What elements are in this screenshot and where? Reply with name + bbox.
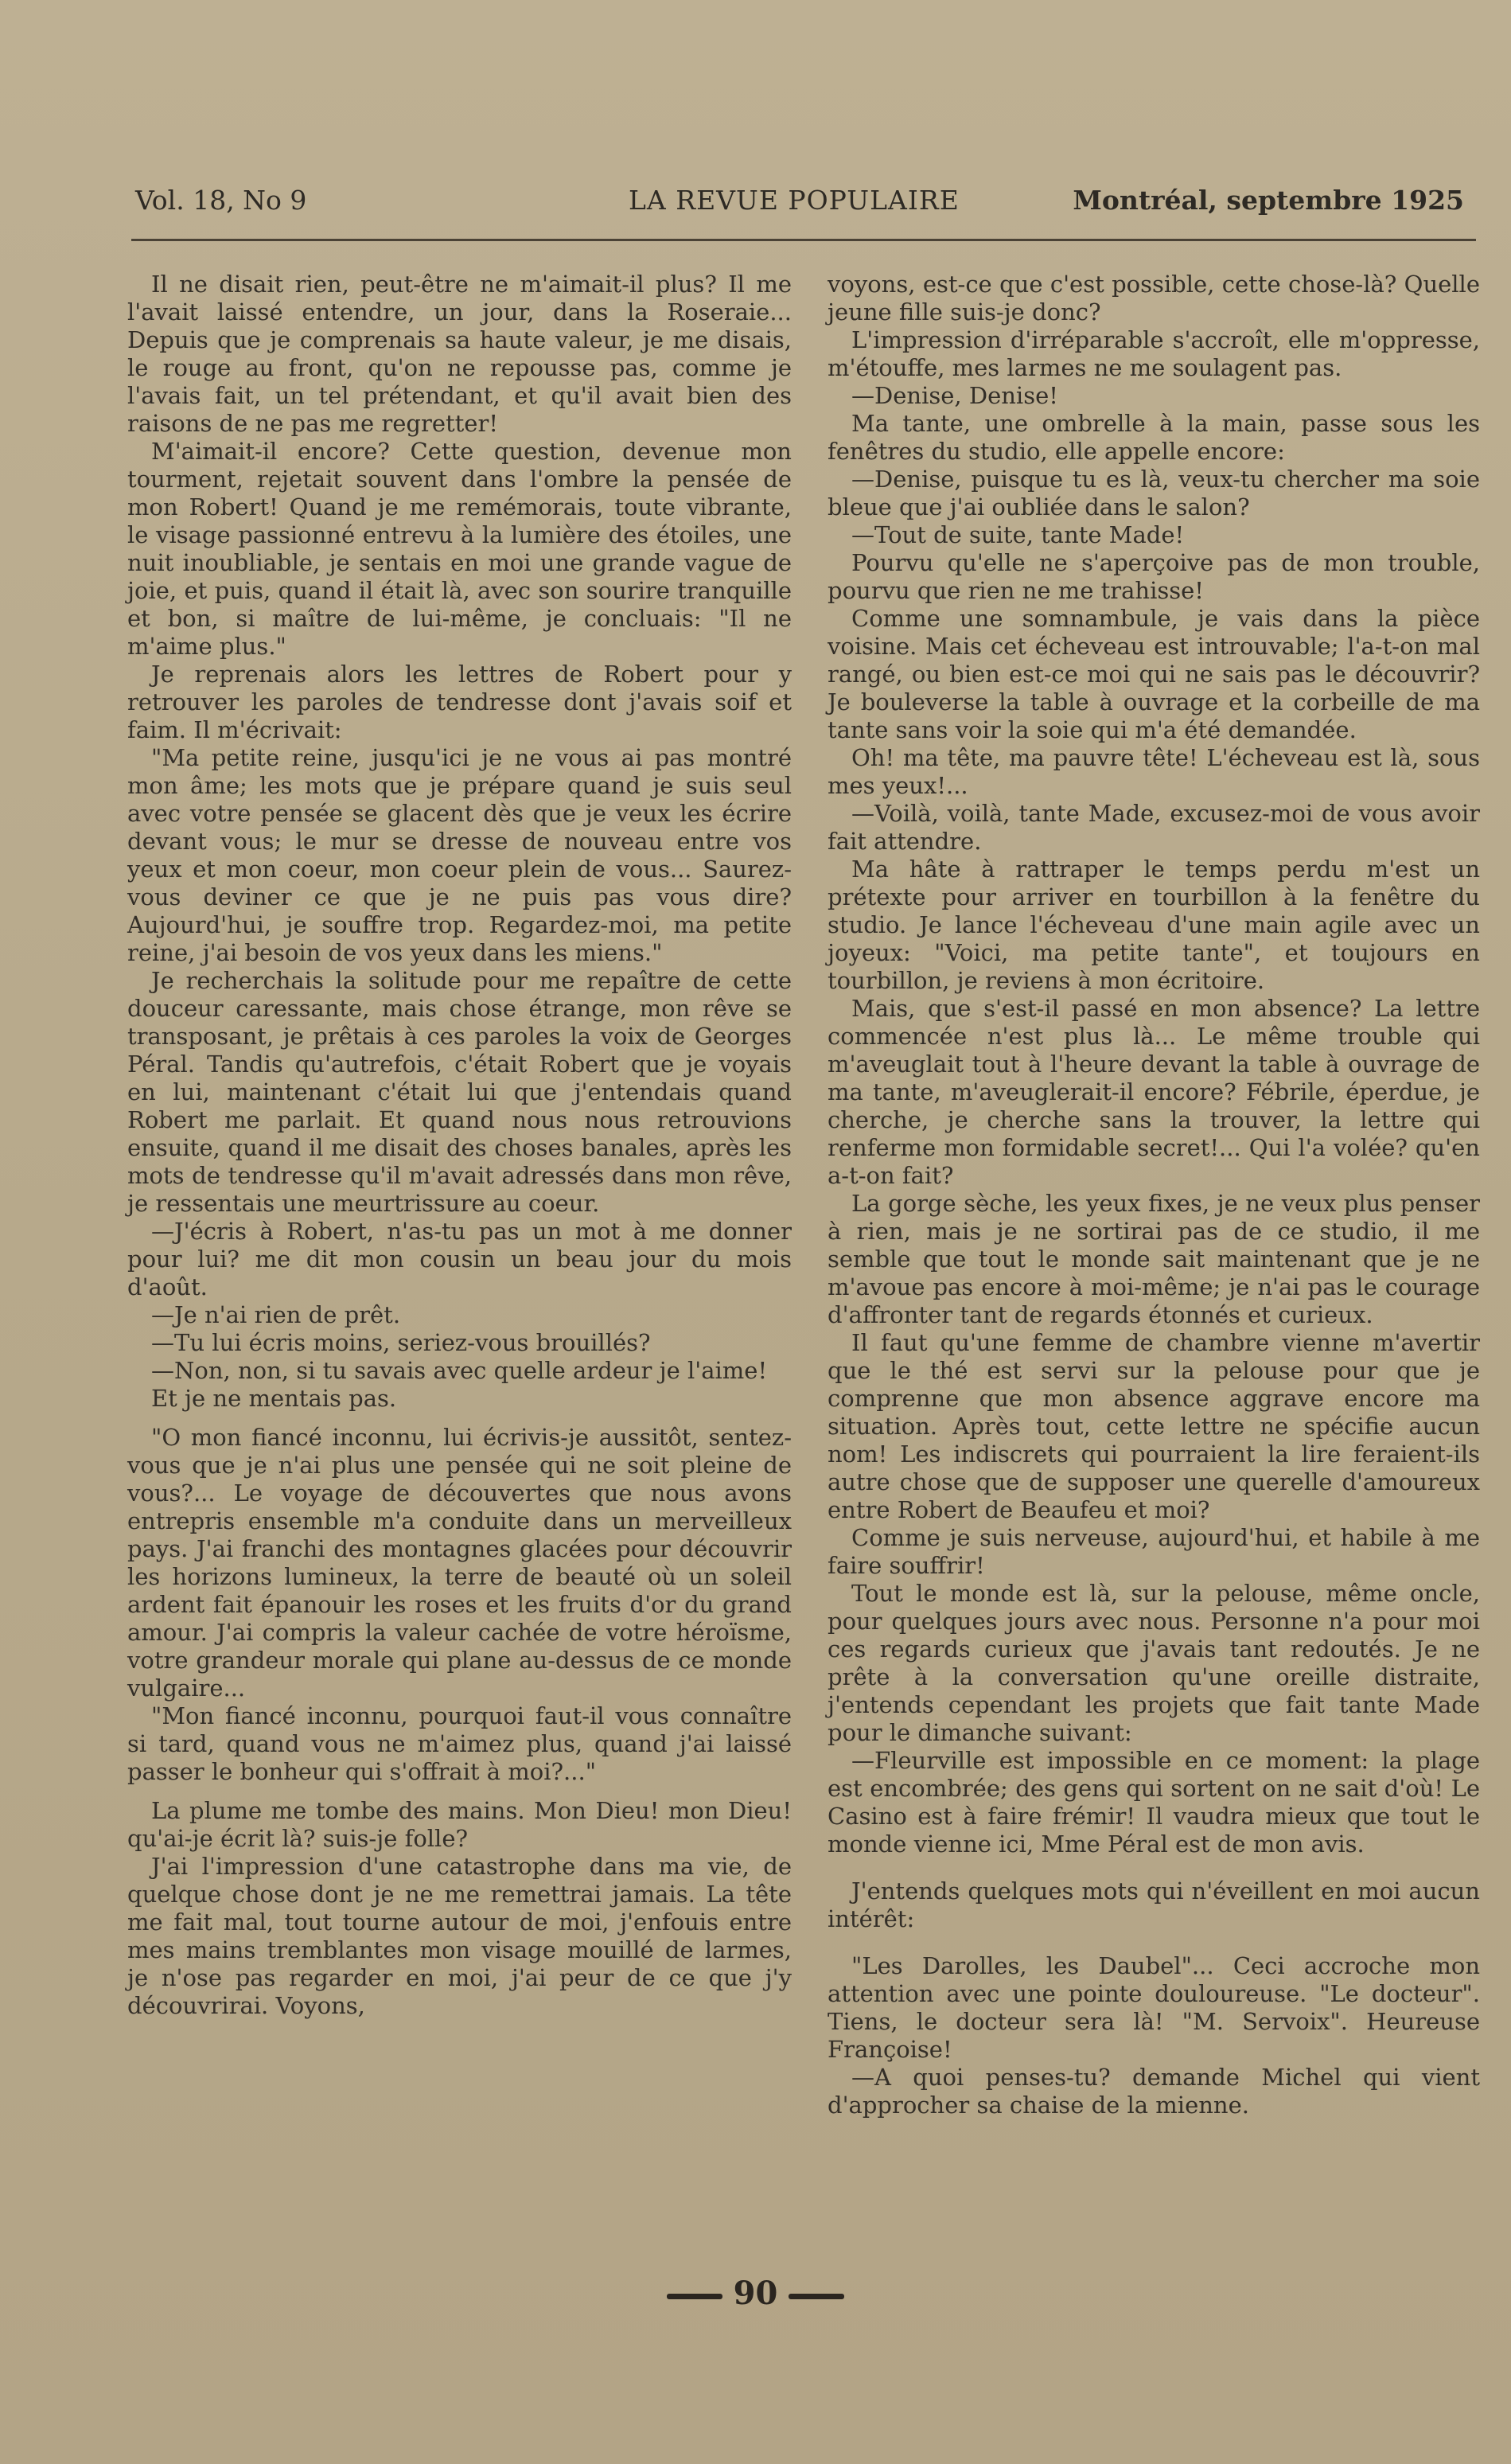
paragraph: —Je n'ai rien de prêt. [151, 1301, 401, 1328]
paragraph: voyons, est-ce que c'est possible, cette chose-là? Quelle jeune fille suis-je donc? [828, 271, 1480, 326]
paragraph: —A quoi penses-tu? demande Michel qui vient d'approcher sa chaise de la mienne. [828, 2064, 1480, 2119]
paragraph: —Non, non, si tu savais avec quelle ardeur je l'aime! [151, 1357, 768, 1384]
left-column [127, 271, 792, 2020]
paragraph: J'entends quelques mots qui n'éveillent en moi aucun intérêt: [828, 1877, 1480, 1932]
paragraph: Je recherchais la solitude pour me repaître de cette douceur caressante, mais chose étrange, mon rêve se transposant, je prêtais à ces paroles la voix de Georges Péral. Tandis qu'autrefois, c'était Robert que je voyais en lui, maintenant c'était lui que j'entendais quand Robert me parlait. Et quand nous nous retrouvions ensuite, quand il me disait des choses banales, après les mots de tendresse qu'il m'avait adressés dans mon rêve, je ressentais une meurtrissure au coeur. [127, 967, 792, 1217]
paragraph: —Voilà, voilà, tante Made, excusez-moi de vous avoir fait attendre. [828, 800, 1480, 855]
folio-dash-right [789, 2294, 844, 2299]
paragraph: Il faut qu'une femme de chambre vienne m'avertir que le thé est servi sur la pelouse pour que je comprenne que mon absence aggrave encore ma situation. Après tout, cette lettre ne spécifie aucun nom! Les indiscrets qui pourraient la lire feraient-ils autre chose que de supposer une querelle d'amoureux entre Robert de Beaufeu et moi? [828, 1329, 1480, 1523]
page-number-text: 90 [733, 2275, 778, 2312]
paragraph: M'aimait-il encore? Cette question, devenue mon tourment, rejetait souvent dans l'ombre la pensée de mon Robert! Quand je me remémorais, toute vibrante, le visage passionné entrevu à la lumière des étoiles, une nuit inoubliable, je sentais en moi une grande vague de joie, et puis, quand il était là, avec son sourire tranquille et bon, si maître de lui-même, je concluais: "Il ne m'aime plus." [127, 438, 792, 660]
paragraph: "O mon fiancé inconnu, lui écrivis-je aussitôt, sentez-vous que je n'ai plus une pensée qui ne soit pleine de vous?... Le voyage de découvertes que nous avons entrepris ensemble m'a conduite dans un merveilleux pays. J'ai franchi des montagnes glacées pour découvrir les horizons lumineux, la terre de beauté où un soleil ardent fait épanouir les roses et les fruits d'or du grand amour. J'ai compris la valeur cachée de votre héroïsme, votre grandeur morale qui plane au-dessus de ce monde vulgaire... [127, 1424, 792, 1702]
paragraph: La gorge sèche, les yeux fixes, je ne veux plus penser à rien, mais je ne sortirai pas de ce studio, il me semble que tout le monde sait maintenant que je ne m'avoue pas encore à moi-même; je n'ai pas le courage d'affronter tant de regards étonnés et curieux. [828, 1190, 1480, 1328]
paragraph: Oh! ma tête, ma pauvre tête! L'écheveau est là, sous mes yeux!... [828, 744, 1480, 799]
folio-dash-left [667, 2294, 722, 2299]
paragraph: "Mon fiancé inconnu, pourquoi faut-il vous connaître si tard, quand vous ne m'aimez plus, quand j'ai laissé passer le bonheur qui s'offrait à moi?..." [127, 1702, 792, 1785]
place-date: Montréal, septembre 1925 [1073, 185, 1464, 216]
magazine-title: LA REVUE POPULAIRE [629, 185, 960, 216]
paragraph: —Denise, Denise! [851, 382, 1058, 409]
paragraph: J'ai l'impression d'une catastrophe dans ma vie, de quelque chose dont je ne me remettrai jamais. La tête me fait mal, tout tourne autour de moi, j'enfouis entre mes mains tremblantes mon visage mouillé de larmes, je n'ose pas regarder en moi, j'ai peur de ce que j'y découvrirai. Voyons, [127, 1853, 792, 2019]
paragraph: Ma tante, une ombrelle à la main, passe sous les fenêtres du studio, elle appelle encore: [828, 410, 1480, 465]
paragraph: Mais, que s'est-il passé en mon absence? La lettre commencée n'est plus là... Le même trouble qui m'aveuglait tout à l'heure devant la table à ouvrage de ma tante, m'aveuglerait-il encore? Fébrile, éperdue, je cherche, je cherche sans la trouver, la lettre qui renferme mon formidable secret!... Qui l'a volée? qu'en a-t-on fait? [828, 995, 1480, 1189]
paragraph: Et je ne mentais pas. [151, 1385, 397, 1412]
paragraph: —J'écris à Robert, n'as-tu pas un mot à me donner pour lui? me dit mon cousin un beau jour du mois d'août. [127, 1218, 792, 1300]
paragraph: Ma hâte à rattraper le temps perdu m'est un prétexte pour arriver en tourbillon à la fenêtre du studio. Je lance l'écheveau d'une main agile avec un joyeux: "Voici, ma petite tante", et toujours en tourbillon, je reviens à mon écritoire. [828, 856, 1480, 994]
header-rule [131, 239, 1476, 241]
paragraph: "Les Darolles, les Daubel"... Ceci accroche mon attention avec une pointe douloureuse. "Le docteur". Tiens, le docteur sera là! "M. Servoix". Heureuse Françoise! [828, 1952, 1480, 2063]
paragraph: Comme je suis nerveuse, aujourd'hui, et habile à me faire souffrir! [828, 1524, 1480, 1579]
paragraph: —Tout de suite, tante Made! [851, 521, 1185, 548]
page-number [0, 2275, 1511, 2312]
paragraph: Comme une somnambule, je vais dans la pièce voisine. Mais cet écheveau est introuvable; l'a-t-on mal rangé, ou bien est-ce moi qui ne sais pas le découvrir? Je bouleverse la table à ouvrage et la corbeille de ma tante sans voir la soie qui m'a été demandée. [828, 605, 1480, 743]
paragraph: Je reprenais alors les lettres de Robert pour y retrouver les paroles de tendresse dont j'avais soif et faim. Il m'écrivait: [127, 661, 792, 743]
paragraph: Pourvu qu'elle ne s'aperçoive pas de mon trouble, pourvu que rien ne me trahisse! [828, 549, 1480, 604]
paragraph: Il ne disait rien, peut-être ne m'aimait-il plus? Il me l'avait laissé entendre, un jour, dans la Roseraie... Depuis que je comprenais sa haute valeur, je me disais, le rouge au front, qu'on ne repousse pas, comme je l'avais fait, un tel prétendant, et qu'il avait bien des raisons de ne pas me regretter! [127, 271, 792, 437]
paragraph: Tout le monde est là, sur la pelouse, même oncle, pour quelques jours avec nous. Personne n'a pour moi ces regards curieux que j'avais tant redoutés. Je ne prête à la conversation qu'une oreille distraite, j'entends cependant les projets que fait tante Made pour le dimanche suivant: [828, 1580, 1480, 1746]
paragraph: "Ma petite reine, jusqu'ici je ne vous ai pas montré mon âme; les mots que je prépare quand je suis seul avec votre pensée se glacent dès que je veux les écrire devant vous; le mur se dresse de nouveau entre vos yeux et mon coeur, mon coeur plein de vous... Saurez-vous deviner ce que je ne puis pas vous dire? Aujourd'hui, je souffre trop. Regardez-moi, ma petite reine, j'ai besoin de vos yeux dans les miens." [127, 744, 792, 966]
paragraph: —Denise, puisque tu es là, veux-tu chercher ma soie bleue que j'ai oubliée dans le salon? [828, 466, 1480, 520]
right-column [828, 271, 1480, 2119]
paragraph: L'impression d'irréparable s'accroît, elle m'oppresse, m'étouffe, mes larmes ne me soulagent pas. [828, 326, 1480, 381]
paragraph: —Tu lui écris moins, seriez-vous brouillés? [151, 1329, 651, 1356]
paragraph: —Fleurville est impossible en ce moment: la plage est encombrée; des gens qui sortent on ne sait d'où! Le Casino est à faire frémir! Il vaudra mieux que tout le monde vienne ici, Mme Péral est de mon avis. [828, 1747, 1480, 1858]
running-header [135, 185, 1472, 224]
volume-number: Vol. 18, No 9 [135, 185, 307, 216]
paragraph: La plume me tombe des mains. Mon Dieu! mon Dieu! qu'ai-je écrit là? suis-je folle? [127, 1797, 792, 1852]
